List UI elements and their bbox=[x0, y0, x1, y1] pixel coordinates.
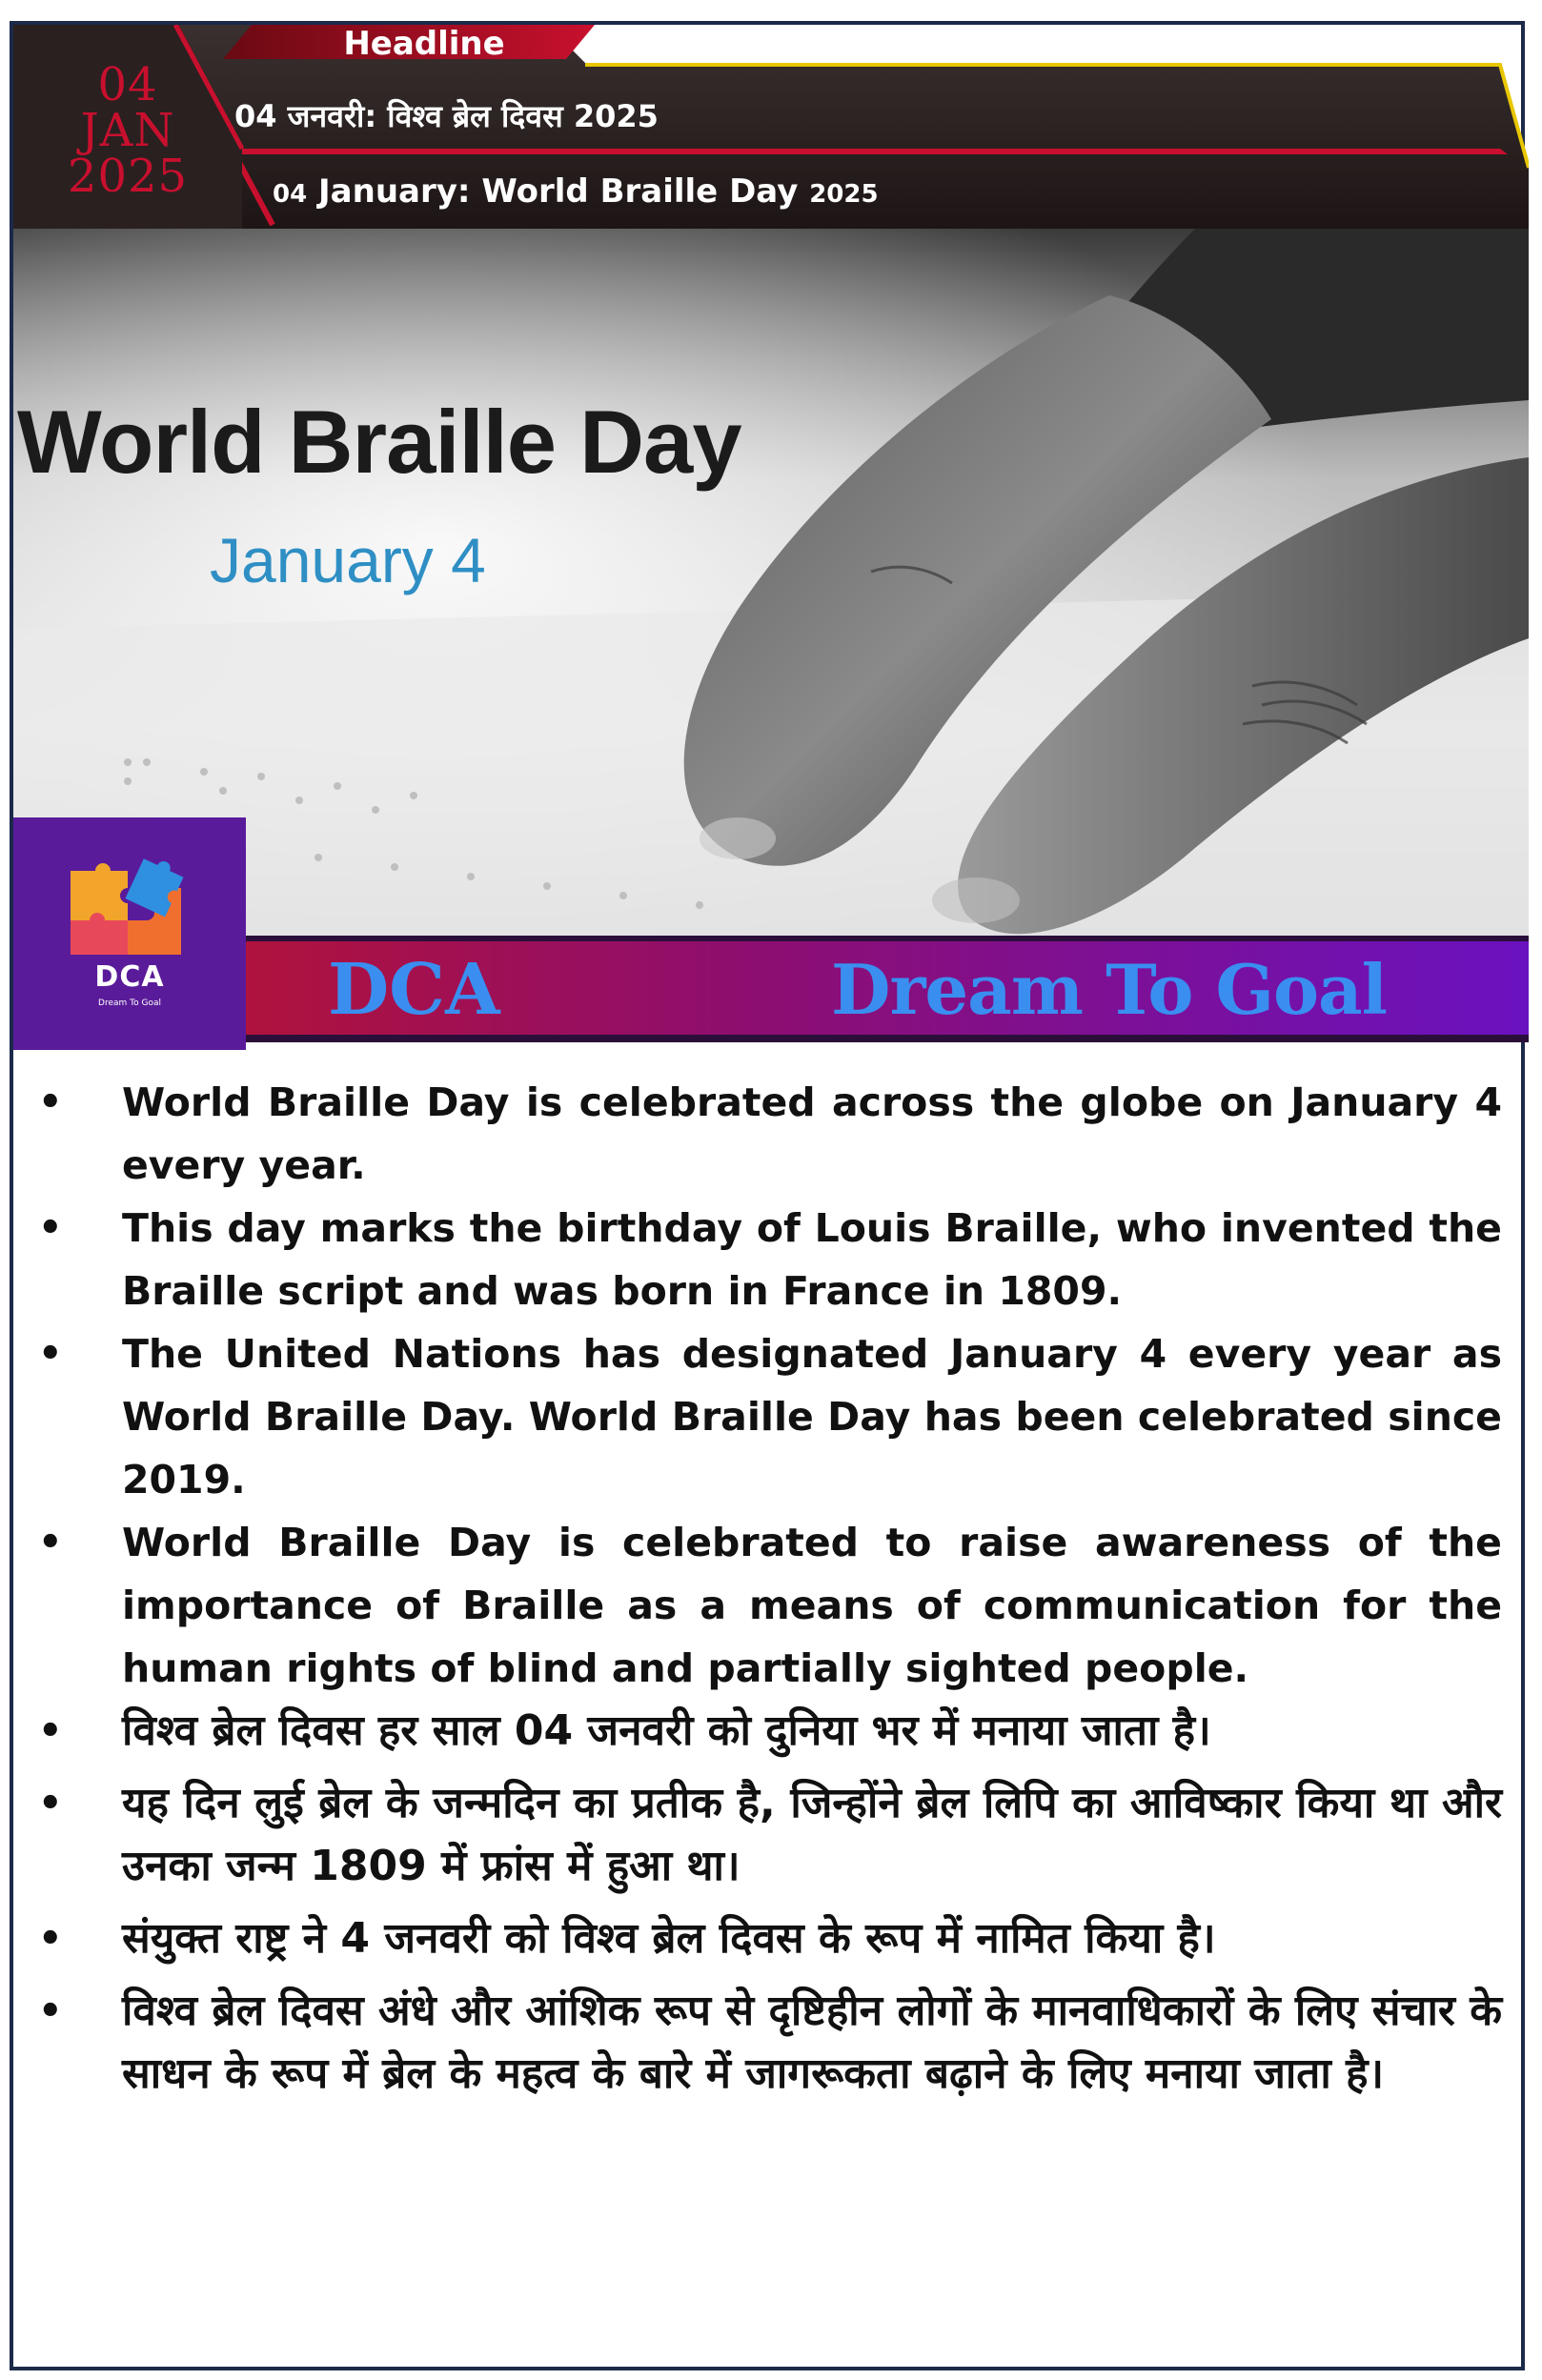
banner-dream-to-goal: Dream To Goal bbox=[831, 949, 1388, 1030]
hindi-bullets bbox=[13, 1700, 1529, 2106]
date-stamp bbox=[13, 25, 242, 236]
list-item: • World Braille Day is celebrated to raise awareness of the importance of Braille as a means of communication for the human rights of blind and partially sighted people. bbox=[13, 1511, 1529, 1700]
hero-title: World Braille Day bbox=[17, 392, 741, 492]
list-item: • विश्व ब्रेल दिवस अंधे और आंशिक रूप से दृष्टिहीन लोगों के मानवाधिकारों के लिए संचार के साधन के रूप में ब्रेल के महत्व के बारे में जागरूकता बढ़ाने के लिए मनाया जाता है। bbox=[13, 1980, 1529, 2106]
logo-text: DCA bbox=[94, 960, 165, 994]
date-day: 04 bbox=[97, 58, 158, 111]
puzzle-icon bbox=[71, 852, 194, 957]
list-item: • विश्व ब्रेल दिवस हर साल 04 जनवरी को दुनिया भर में मनाया जाता है। bbox=[13, 1700, 1529, 1763]
headline-en-prefix: 04 bbox=[273, 180, 308, 209]
date-year: 2025 bbox=[67, 150, 189, 203]
dca-logo bbox=[13, 817, 246, 1050]
list-item: • संयुक्त राष्ट्र ने 4 जनवरी को विश्व ब्रेल दिवस के रूप में नामित किया है। bbox=[13, 1907, 1529, 1970]
headline-tab: Headline bbox=[343, 25, 505, 63]
brand-banner bbox=[242, 936, 1529, 1042]
page-frame bbox=[10, 21, 1525, 2370]
list-item: • यह दिन लुई ब्रेल के जन्मदिन का प्रतीक है, जिन्होंने ब्रेल लिपि का आविष्कार किया था और उनका जन्म 1809 में फ्रांस में हुआ था। bbox=[13, 1772, 1529, 1898]
list-item: • This day marks the birthday of Louis Braille, who invented the Braille script and was born in France in 1809. bbox=[13, 1197, 1529, 1322]
headline-en-main: January: World Braille Day bbox=[318, 172, 799, 211]
hero-subtitle: January 4 bbox=[210, 525, 486, 595]
english-bullets bbox=[13, 1071, 1529, 1700]
list-item: • World Braille Day is celebrated across the globe on January 4 every year. bbox=[13, 1071, 1529, 1197]
headline-en-suffix: 2025 bbox=[809, 180, 879, 209]
logo-tagline: Dream To Goal bbox=[98, 998, 161, 1008]
list-item: • The United Nations has designated January 4 every year as World Braille Day. World Braille Day has been celebrated since 2019. bbox=[13, 1322, 1529, 1511]
headline-hindi: 04 जनवरी: विश्व ब्रेल दिवस 2025 bbox=[234, 98, 659, 134]
article-content bbox=[13, 1071, 1529, 2115]
banner-dca: DCA bbox=[328, 949, 500, 1031]
headline-header bbox=[13, 25, 1529, 250]
date-month: JAN bbox=[80, 104, 175, 157]
headline-english bbox=[273, 158, 879, 225]
